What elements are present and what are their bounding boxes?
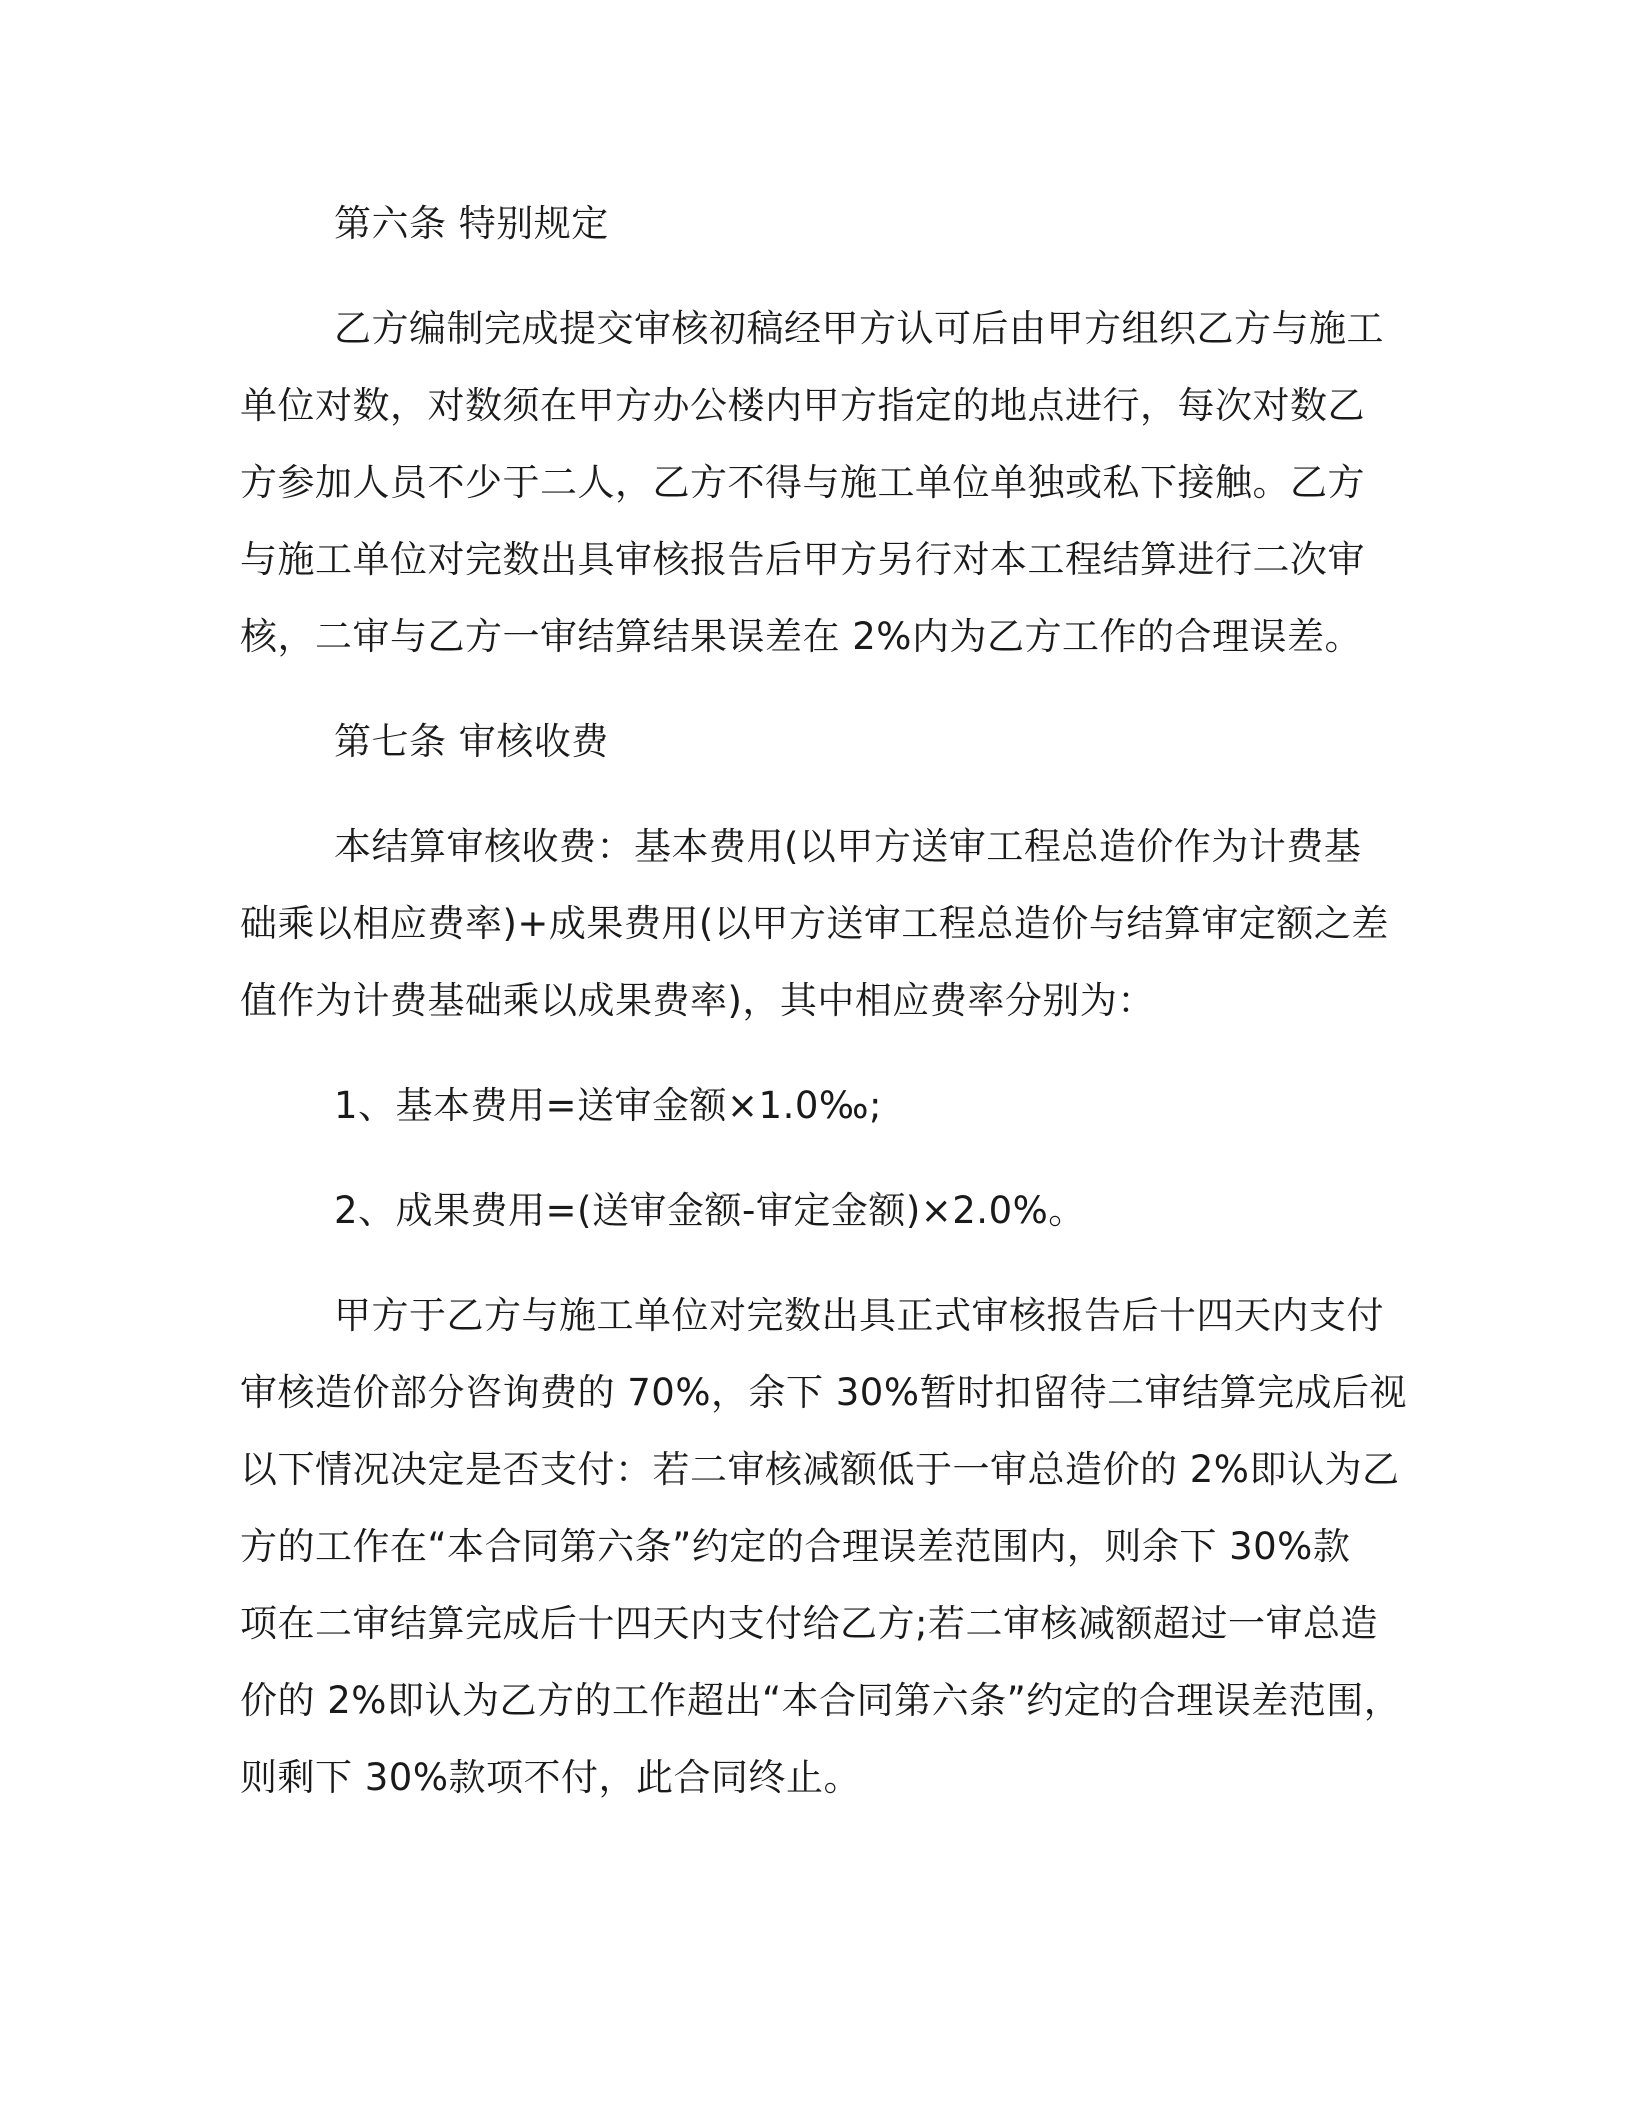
payment-line-2: 审核造价部分咨询费的 70%，余下 30%暂时扣留待二审结算完成后视: [240, 1371, 1407, 1414]
article-6-line-3: 方参加人员不少于二人，乙方不得与施工单位单独或私下接触。乙方: [240, 461, 1365, 504]
payment-line-6: 价的 2%即认为乙方的工作超出“本合同第六条”约定的合理误差范围，: [240, 1679, 1402, 1722]
article-6-line-5: 核，二审与乙方一审结算结果误差在 2%内为乙方工作的合理误差。: [240, 615, 1362, 658]
article-6-line-2: 单位对数，对数须在甲方办公楼内甲方指定的地点进行，每次对数乙: [240, 384, 1365, 427]
payment-line-3: 以下情况决定是否支付：若二审核减额低于一审总造价的 2%即认为乙: [240, 1448, 1400, 1491]
payment-line-4: 方的工作在“本合同第六条”约定的合理误差范围内，则余下 30%款: [240, 1525, 1351, 1568]
payment-line-7: 则剩下 30%款项不付，此合同终止。: [240, 1756, 861, 1799]
fee-item-2: 2、成果费用=(送审金额-审定金额)×2.0%。: [334, 1189, 1086, 1232]
fee-item-1: 1、基本费用=送审金额×1.0‰;: [334, 1084, 882, 1127]
document-body: [240, 185, 1420, 1816]
fee-line-3: 值作为计费基础乘以成果费率)，其中相应费率分别为：: [240, 979, 1155, 1022]
fee-line-2: 础乘以相应费率)+成果费用(以甲方送审工程总造价与结算审定额之差: [240, 902, 1389, 945]
payment-line-5: 项在二审结算完成后十四天内支付给乙方;若二审核减额超过一审总造: [240, 1602, 1378, 1645]
article-6-heading: 第六条 特别规定: [334, 202, 609, 245]
payment-line-1: 甲方于乙方与施工单位对完数出具正式审核报告后十四天内支付: [334, 1294, 1384, 1337]
article-7-heading: 第七条 审核收费: [334, 720, 609, 763]
article-6-line-1: 乙方编制完成提交审核初稿经甲方认可后由甲方组织乙方与施工: [334, 307, 1384, 350]
fee-line-1: 本结算审核收费：基本费用(以甲方送审工程总造价作为计费基: [334, 825, 1362, 868]
article-6-line-4: 与施工单位对完数出具审核报告后甲方另行对本工程结算进行二次审: [240, 538, 1365, 581]
